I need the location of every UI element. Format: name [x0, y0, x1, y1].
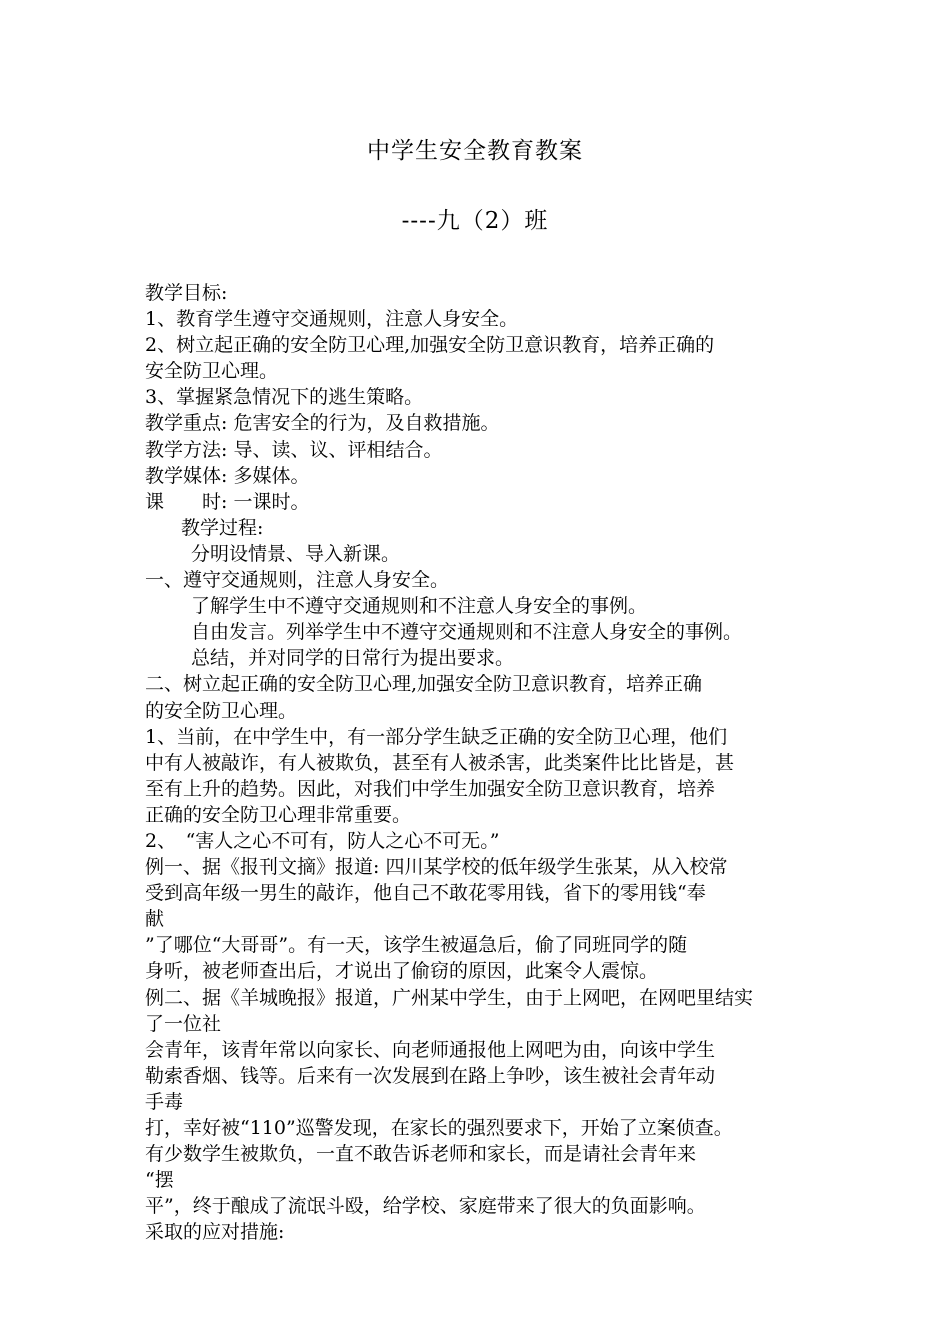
text-line: ”了哪位“大哥哥”。有一天，该学生被逼急后，偷了同班同学的随 — [145, 934, 688, 957]
text-line: 教学方法: 导、读、议、评相结合。 — [145, 438, 443, 461]
text-line: 献 — [145, 908, 165, 931]
document-title: 中学生安全教育教案 — [367, 138, 583, 164]
text-line: 打，幸好被“110”巡警发现，在家长的强烈要求下，开始了立案侦查。 — [145, 1117, 733, 1139]
text-line: 例二、据《羊城晚报》报道，广州某中学生，由于上网吧，在网吧里结实 — [145, 986, 754, 1009]
text-line: 了一位社 — [145, 1012, 222, 1035]
text-line: 身听，被老师查出后，才说出了偷窃的原因，此案令人震惊。 — [145, 960, 659, 983]
text-line: 教学过程: — [181, 516, 264, 539]
text-line: 正确的安全防卫心理非常重要。 — [145, 803, 412, 826]
text-line: 采取的应对措施: — [145, 1221, 285, 1244]
text-line: 一、遵守交通规则，注意人身安全。 — [145, 569, 450, 592]
text-line: 总结，并对同学的日常行为提出要求。 — [191, 647, 515, 670]
text-line: 有少数学生被欺负，一直不敢告诉老师和家长，而是请社会青年来 — [145, 1143, 697, 1166]
text-line: 手毒 — [145, 1090, 184, 1113]
text-line: 例一、据《报刊文摘》报道: 四川某学校的低年级学生张某，从入校常 — [145, 856, 728, 879]
text-line: 课 时: 一课时。 — [145, 490, 310, 513]
text-line: 的安全防卫心理。 — [145, 699, 298, 722]
text-line: 自由发言。列举学生中不遵守交通规则和不注意人身安全的事例。 — [191, 621, 743, 644]
text-line: 教学媒体: 多媒体。 — [145, 464, 310, 487]
text-line: 教学目标: — [145, 282, 228, 304]
document-subtitle: ----九（2）班 — [401, 208, 549, 234]
text-line: 了解学生中不遵守交通规则和不注意人身安全的事例。 — [191, 595, 648, 618]
text-line: 至有上升的趋势。因此，对我们中学生加强安全防卫意识教育，培养 — [145, 777, 716, 800]
text-line: 勒索香烟、钱等。后来有一次发展到在路上争吵，该生被社会青年动 — [145, 1064, 716, 1087]
text-line: 2、 “害人之心不可有，防人之心不可无。” — [145, 829, 500, 852]
text-line: 1、教育学生遵守交通规则，注意人身安全。 — [145, 308, 519, 331]
text-line: 1、当前，在中学生中，有一部分学生缺乏正确的安全防卫心理，他们 — [145, 725, 728, 748]
text-line: 分明设情景、导入新课。 — [191, 542, 401, 565]
text-line: 中有人被敲诈，有人被欺负，甚至有人被杀害，此类案件比比皆是，甚 — [145, 751, 735, 774]
text-line: 二、树立起正确的安全防卫心理,加强安全防卫意识教育，培养正确 — [145, 673, 703, 696]
text-line: “摆 — [145, 1169, 174, 1192]
document-body — [145, 280, 835, 1245]
text-line: 3、掌握紧急情况下的逃生策略。 — [145, 386, 424, 409]
text-line: 教学重点: 危害安全的行为，及自救措施。 — [145, 412, 500, 435]
text-line: 受到高年级一男生的敲诈，他自己不敢花零用钱，省下的零用钱“奉 — [145, 882, 706, 905]
text-line: 平”，终于酿成了流氓斗殴，给学校、家庭带来了很大的负面影响。 — [145, 1195, 706, 1218]
text-line: 安全防卫心理。 — [145, 360, 279, 383]
text-line: 会青年，该青年常以向家长、向老师通报他上网吧为由，向该中学生 — [145, 1038, 716, 1061]
text-line: 2、树立起正确的安全防卫心理,加强安全防卫意识教育，培养正确的 — [145, 334, 715, 357]
